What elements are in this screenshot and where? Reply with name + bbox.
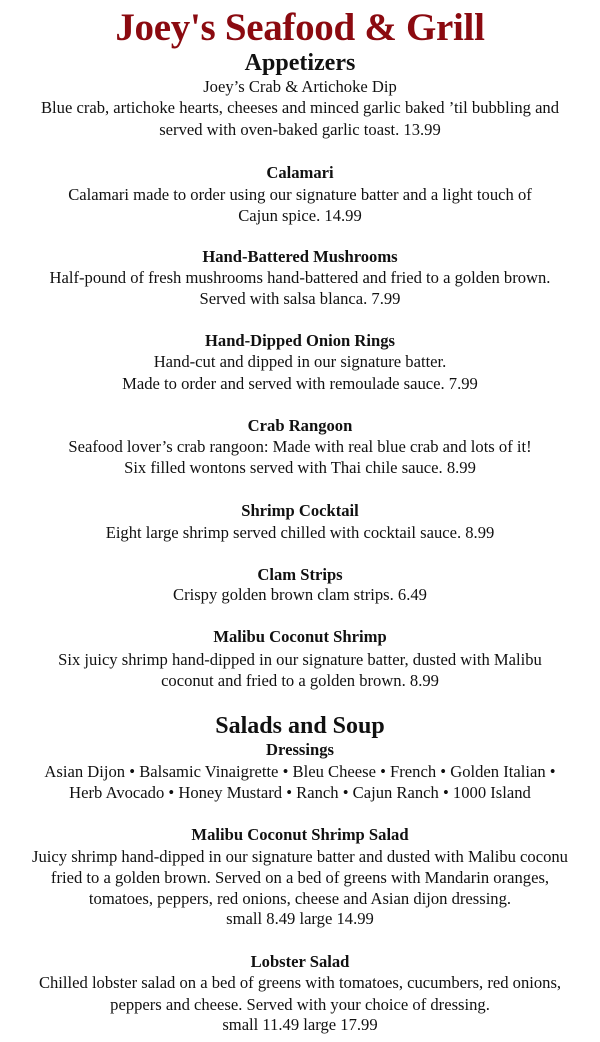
item-name: Shrimp Cocktail bbox=[241, 501, 359, 520]
item-description: Half-pound of fresh mushrooms hand-battered and fried to a golden brown. bbox=[49, 268, 551, 287]
item-price: small 11.49 large 17.99 bbox=[222, 1015, 378, 1034]
item-description: Seafood lover’s crab rangoon: Made with real blue crab and lots of it! bbox=[68, 437, 532, 456]
item-name: Hand-Battered Mushrooms bbox=[202, 247, 398, 266]
item-name: Calamari bbox=[266, 163, 334, 182]
restaurant-title: Joey's Seafood & Grill bbox=[115, 6, 485, 49]
item-description: Made to order and served with remoulade sauce. 7.99 bbox=[122, 374, 478, 393]
item-name: Clam Strips bbox=[257, 565, 343, 584]
section-heading-appetizers: Appetizers bbox=[244, 50, 356, 76]
item-description: fried to a golden brown. Served on a bed of greens with Mandarin oranges, bbox=[50, 868, 550, 887]
item-description: Served with salsa blanca. 7.99 bbox=[199, 289, 401, 308]
item-description: Blue crab, artichoke hearts, cheeses and minced garlic baked ’til bubbling and bbox=[40, 98, 560, 117]
item-description: Six juicy shrimp hand-dipped in our signature batter, dusted with Malibu bbox=[58, 650, 542, 669]
item-name: Joey’s Crab & Artichoke Dip bbox=[203, 77, 397, 96]
section-heading-salads-soup: Salads and Soup bbox=[215, 713, 385, 739]
item-name: Lobster Salad bbox=[250, 952, 350, 971]
item-description: Crispy golden brown clam strips. 6.49 bbox=[173, 585, 427, 604]
item-description: Calamari made to order using our signature batter and a light touch of bbox=[68, 185, 532, 204]
item-description: tomatoes, peppers, red onions, cheese and Asian dijon dressing. bbox=[88, 889, 512, 908]
item-description: served with oven-baked garlic toast. 13.99 bbox=[159, 120, 441, 139]
item-name: Malibu Coconut Shrimp bbox=[213, 627, 387, 646]
item-description: Cajun spice. 14.99 bbox=[238, 206, 362, 225]
item-name: Malibu Coconut Shrimp Salad bbox=[191, 825, 409, 844]
item-description: Chilled lobster salad on a bed of greens with tomatoes, cucumbers, red onions, bbox=[38, 973, 562, 992]
item-price: small 8.49 large 14.99 bbox=[226, 909, 374, 928]
item-description: Eight large shrimp served chilled with cocktail sauce. 8.99 bbox=[105, 523, 495, 542]
dressings-label: Dressings bbox=[266, 740, 334, 759]
item-name: Crab Rangoon bbox=[247, 416, 353, 435]
item-description: Juicy shrimp hand-dipped in our signature batter and dusted with Malibu coconu bbox=[32, 847, 568, 866]
item-description: Hand-cut and dipped in our signature batter. bbox=[153, 352, 447, 371]
item-description: Six filled wontons served with Thai chile sauce. 8.99 bbox=[124, 458, 476, 477]
dressings-line: Herb Avocado • Honey Mustard • Ranch • Cajun Ranch • 1000 Island bbox=[69, 783, 531, 802]
item-name: Hand-Dipped Onion Rings bbox=[205, 331, 395, 350]
item-description: peppers and cheese. Served with your choice of dressing. bbox=[110, 995, 490, 1014]
item-description: coconut and fried to a golden brown. 8.99 bbox=[161, 671, 439, 690]
dressings-line: Asian Dijon • Balsamic Vinaigrette • Bleu Cheese • French • Golden Italian • bbox=[44, 762, 556, 781]
